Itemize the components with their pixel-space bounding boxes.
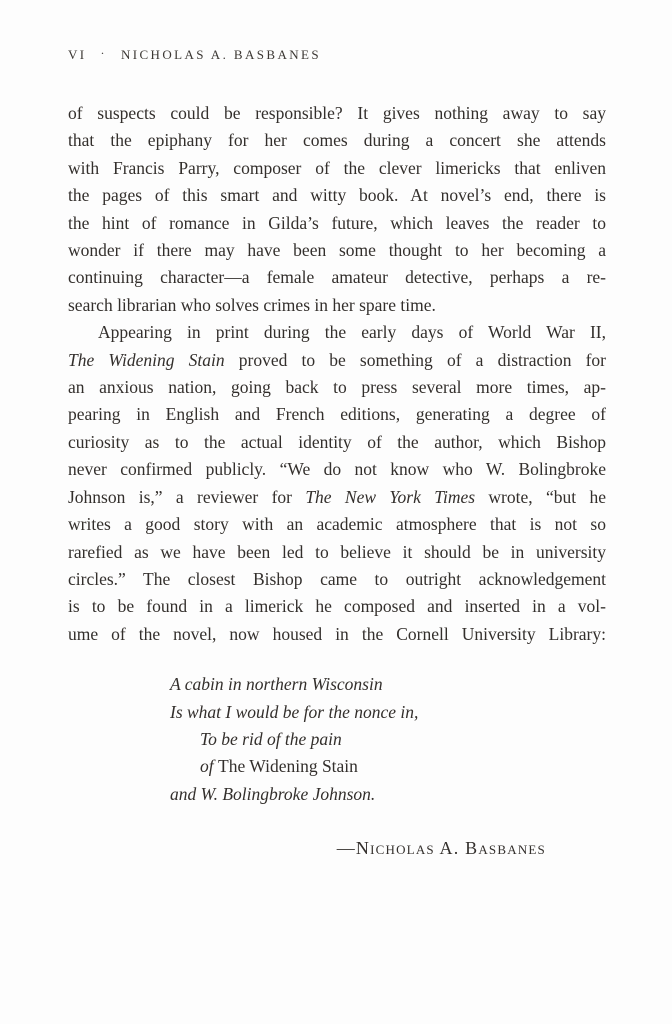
italic-text-run: of — [200, 756, 218, 777]
text-run: proved to be something of a distraction for — [224, 349, 606, 370]
body-line — [68, 511, 606, 538]
text-run: an anxious nation, going back to press several more times, ap- — [68, 377, 606, 398]
text-run: the pages of this smart and witty book. At novel’s end, there is — [68, 185, 606, 206]
page-number: VI — [68, 47, 87, 62]
text-run: wrote, “but he — [475, 486, 606, 507]
italic-text-run: Is what I would be for the nonce in, — [170, 701, 419, 722]
body-line — [68, 264, 606, 291]
text-run: circles.” The closest Bishop came to outright acknowledgement — [68, 568, 606, 589]
author-signature — [68, 835, 606, 862]
poem-line — [170, 753, 606, 780]
poem-line — [170, 726, 606, 753]
limerick-poem — [68, 671, 606, 808]
text-run: of suspects could be responsible? It gives nothing away to say — [68, 103, 606, 123]
text-run: curiosity as to the actual identity of the author, which Bishop — [68, 431, 606, 452]
body-line — [68, 292, 606, 319]
paragraphs-block — [68, 100, 606, 648]
body-line — [68, 566, 606, 593]
running-header — [68, 46, 606, 63]
text-run: that the epiphany for her comes during a concert she attends — [68, 130, 606, 151]
author-signature-text: —Nicholas A. Basbanes — [336, 838, 546, 859]
text-run: wonder if there may have been some thought to her becoming a — [68, 240, 606, 261]
body-line — [68, 374, 606, 401]
body-line — [68, 237, 606, 264]
italic-text-run: The Widening Stain — [68, 349, 225, 370]
text-run: rarefied as we have been led to believe it should be in university — [68, 541, 606, 562]
italic-text-run: A cabin in northern Wisconsin — [170, 674, 383, 695]
text-run: The Widening Stain — [218, 756, 358, 777]
italic-text-run: The New York Times — [305, 486, 476, 507]
text-run: writes a good story with an academic atmosphere that is not so — [68, 514, 606, 535]
poem-line — [170, 671, 606, 698]
poem-line — [170, 699, 606, 726]
text-run: Johnson is,” a reviewer for — [68, 486, 306, 507]
running-title: NICHOLAS A. BASBANES — [120, 47, 321, 62]
body-line — [68, 155, 606, 182]
text-run: the hint of romance in Gilda’s future, which leaves the reader to — [68, 212, 606, 233]
body-line — [68, 210, 606, 237]
body-line — [68, 347, 606, 374]
header-separator-dot: · — [100, 46, 107, 60]
text-run: search librarian who solves crimes in her spare time. — [68, 294, 436, 315]
body-line — [68, 319, 606, 346]
text-run: pearing in English and French editions, generating a degree of — [68, 404, 606, 425]
body-line — [68, 401, 606, 428]
body-line — [68, 484, 606, 511]
text-run: never confirmed publicly. “We do not know who W. Bolingbroke — [68, 459, 606, 480]
italic-text-run: To be rid of the pain — [200, 728, 342, 749]
body-line — [68, 100, 606, 127]
italic-text-run: and W. Bolingbroke Johnson. — [170, 783, 376, 804]
body-line — [68, 593, 606, 620]
body-line — [68, 621, 606, 648]
poem-line — [170, 781, 606, 808]
text-run: continuing character—a female amateur detective, perhaps a re- — [68, 267, 606, 288]
body-line — [68, 456, 606, 483]
text-run: ume of the novel, now housed in the Cornell University Library: — [68, 623, 606, 644]
body-line — [68, 429, 606, 456]
text-run: with Francis Parry, composer of the clever limericks that enliven — [68, 157, 606, 178]
text-run: is to be found in a limerick he composed and inserted in a vol- — [68, 596, 606, 617]
body-line — [68, 539, 606, 566]
text-run: Appearing in print during the early days of World War II, — [98, 322, 606, 343]
page-body — [68, 100, 606, 863]
body-line — [68, 127, 606, 154]
body-line — [68, 182, 606, 209]
